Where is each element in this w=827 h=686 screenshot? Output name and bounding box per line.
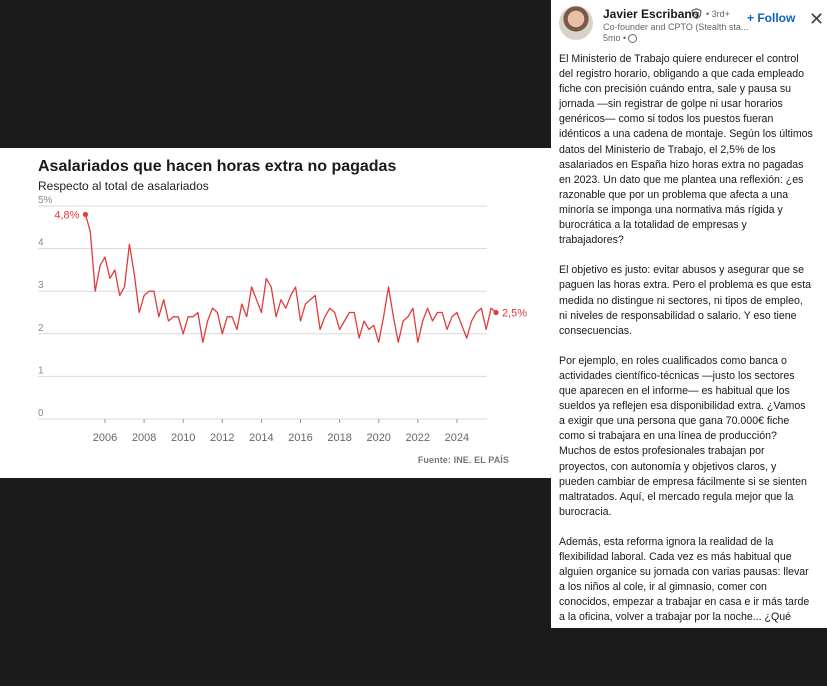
series-line [86, 215, 497, 343]
x-tick-label: 2008 [131, 432, 157, 444]
x-tick-label: 2024 [444, 432, 470, 444]
close-icon[interactable]: ✕ [809, 9, 825, 29]
chart-source: Fuente: INE. EL PAÍS [417, 455, 509, 465]
end-data-label: 2,5% [502, 307, 528, 320]
post-paragraph: Por ejemplo, en roles cualificados como banca o actividades científico-técnicas —justo los sectores que aparecen en el informe— es habitual que los sueldos ya reflejen esa disponibilidad extra. ¿Vamos a exigir que una persona que gana 70.000€ fiche como si trabajara en una línea de producción? Muchos de estos profesionales trabajan por proyectos, con autonomía y objetivos claros, y pueden cambiar de empresa fácilmente si se sienten maltratados. Aquí, el mercado regula mejor que la burocracia. [559, 354, 807, 518]
post-paragraph: El objetivo es justo: evitar abusos y asegurar que se paguen las horas extra. Pero el problema es que esta medida no distingue ni sectores, ni tipos de empleo, ni niveles de responsabilidad o salario. Y eso tiene consecuencias. [559, 264, 812, 337]
line-chart [0, 148, 551, 478]
author-headline: Co-founder and CPTO (Stealth sta... [603, 22, 749, 32]
end-point [493, 310, 498, 315]
verified-shield-icon [691, 8, 702, 19]
chart-subtitle: Respecto al total de asalariados [38, 179, 209, 193]
chart-image [0, 148, 551, 478]
y-tick-label: 0 [38, 408, 44, 419]
post-header [551, 0, 827, 48]
connection-degree: • 3rd+ [706, 9, 730, 19]
avatar[interactable] [559, 6, 593, 40]
post-paragraph: El Ministerio de Trabajo quiere endurecer el control del registro horario, obligando a que cada empleado fiche con precisión cuándo entra, sale y pausa su jornada —sin registrar de golpe ni usar horarios genéricos— como si todos los puestos fueran idénticos a una cadena de montaje. Según los últimos datos del Ministerio de Trabajo, el 2,5% de los asalariados en España hizo horas extra no pagadas en 2023. Un dato que me plantea una reflexión: ¿es razonable que por un problema que afecta a una minoría se imponga una normativa más rígida y burocrática a la totalidad de empresas y trabajadores? [559, 53, 813, 247]
author-name[interactable]: Javier Escribano [603, 7, 700, 21]
y-tick-label: 2 [38, 322, 44, 334]
y-tick-label: 5% [38, 195, 53, 206]
y-tick-label: 4 [38, 237, 44, 249]
post-text [559, 52, 813, 686]
x-tick-label: 2022 [405, 432, 431, 444]
y-tick-label: 1 [38, 365, 44, 377]
x-tick-label: 2014 [249, 432, 274, 444]
x-tick-label: 2006 [92, 432, 118, 444]
post-meta [603, 33, 637, 43]
x-tick-label: 2010 [170, 432, 196, 444]
start-data-label: 4,8% [54, 209, 80, 222]
x-tick-label: 2020 [366, 432, 391, 444]
follow-button[interactable]: + Follow [747, 11, 796, 25]
post-side-panel [551, 0, 827, 669]
globe-icon [628, 34, 637, 43]
chart-title: Asalariados que hacen horas extra no pagadas [38, 158, 397, 175]
y-tick-label: 3 [38, 280, 44, 292]
x-tick-label: 2016 [288, 432, 313, 444]
x-tick-label: 2018 [327, 432, 352, 444]
post-time: 5mo • [603, 33, 627, 43]
start-point [83, 212, 88, 217]
post-paragraph: Además, esta reforma ignora la realidad de la flexibilidad laboral. Cada vez es más habitual que alguien organice su jornada con varias pausas: llevar a los niños al cole, ir al gimnasio, comer con conocidos, empezar a trabajar en casa e ir más tarde a la oficina, volver a trabajar por la noche... ¿Qué pasa si alguien se olvida de fichar y luego quiere ajustario? ¿Está manipulando el registro? Y peor aún: ¿vamos a impedir [559, 536, 812, 669]
x-tick-label: 2012 [210, 432, 235, 444]
